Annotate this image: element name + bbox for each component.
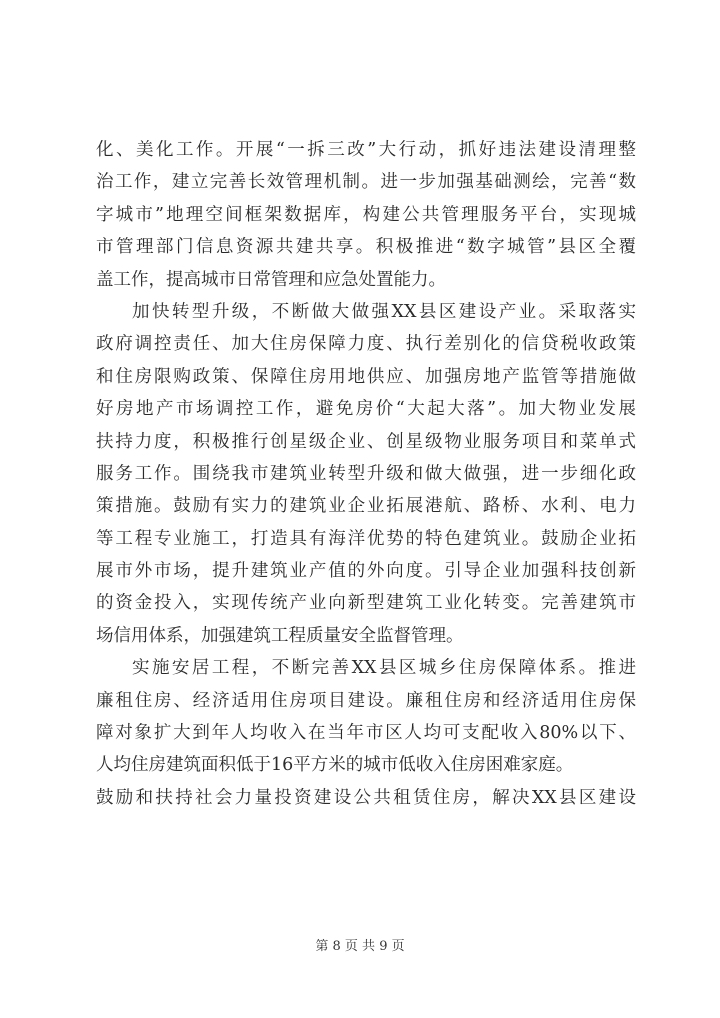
- text-line: 字城市”地理空间框架数据库，构建公共管理服务平台，实现城: [96, 204, 636, 225]
- page-number-footer: 第 8 页 共 9 页: [315, 939, 405, 954]
- body-text: [96, 134, 636, 814]
- text-line: 治工作，建立完善长效管理机制。进一步加强基础测绘，完善“数: [96, 172, 636, 193]
- text-line: 的资金投入，实现传统产业向新型建筑工业化转变。完善建筑市: [96, 593, 636, 614]
- text-line: 策措施。鼓励有实力的建筑业企业拓展港航、路桥、水利、电力: [96, 496, 636, 517]
- paragraph-first-line: 加快转型升级，不断做大做强XX县区建设产业。采取落实: [132, 301, 636, 322]
- text-line: 盖工作，提高城市日常管理和应急处置能力。: [96, 269, 446, 290]
- text-line: 和住房限购政策、保障住房用地供应、加强房地产监管等措施做: [96, 366, 636, 387]
- text-line: 障对象扩大到年人均收入在当年市区人均可支配收入80%以下、: [96, 723, 636, 744]
- text-line: 好房地产市场调控工作，避免房价“大起大落”。加大物业发展: [96, 399, 636, 420]
- text-line: 化、美化工作。开展“一拆三改”大行动，抓好违法建设清理整: [96, 140, 636, 160]
- text-line: 市管理部门信息资源共建共享。积极推进“数字城管”县区全覆: [96, 237, 636, 258]
- text-line: 场信用体系，加强建筑工程质量安全监督管理。: [96, 625, 464, 646]
- text-line: 服务工作。围绕我市建筑业转型升级和做大做强，进一步细化政: [96, 463, 636, 484]
- paragraph-first-line: 实施安居工程，不断完善XX县区城乡住房保障体系。推进: [132, 658, 636, 679]
- text-line: 廉租住房、经济适用住房项目建设。廉租住房和经济适用住房保: [96, 690, 636, 711]
- text-line: 扶持力度，积极推行创星级企业、创星级物业服务项目和菜单式: [96, 431, 636, 452]
- text-line: 人均住房建筑面积低于16平方米的城市低收入住房困难家庭。: [96, 755, 574, 776]
- text-line: 展市外市场，提升建筑业产值的外向度。引导企业加强科技创新: [96, 561, 636, 582]
- text-line: 政府调控责任、加大住房保障力度、执行差别化的信贷税收政策: [96, 334, 636, 355]
- text-line: 等工程专业施工，打造具有海洋优势的特色建筑业。鼓励企业拓: [96, 528, 636, 549]
- text-line: 鼓励和扶持社会力量投资建设公共租赁住房，解决XX县区建设: [96, 787, 636, 808]
